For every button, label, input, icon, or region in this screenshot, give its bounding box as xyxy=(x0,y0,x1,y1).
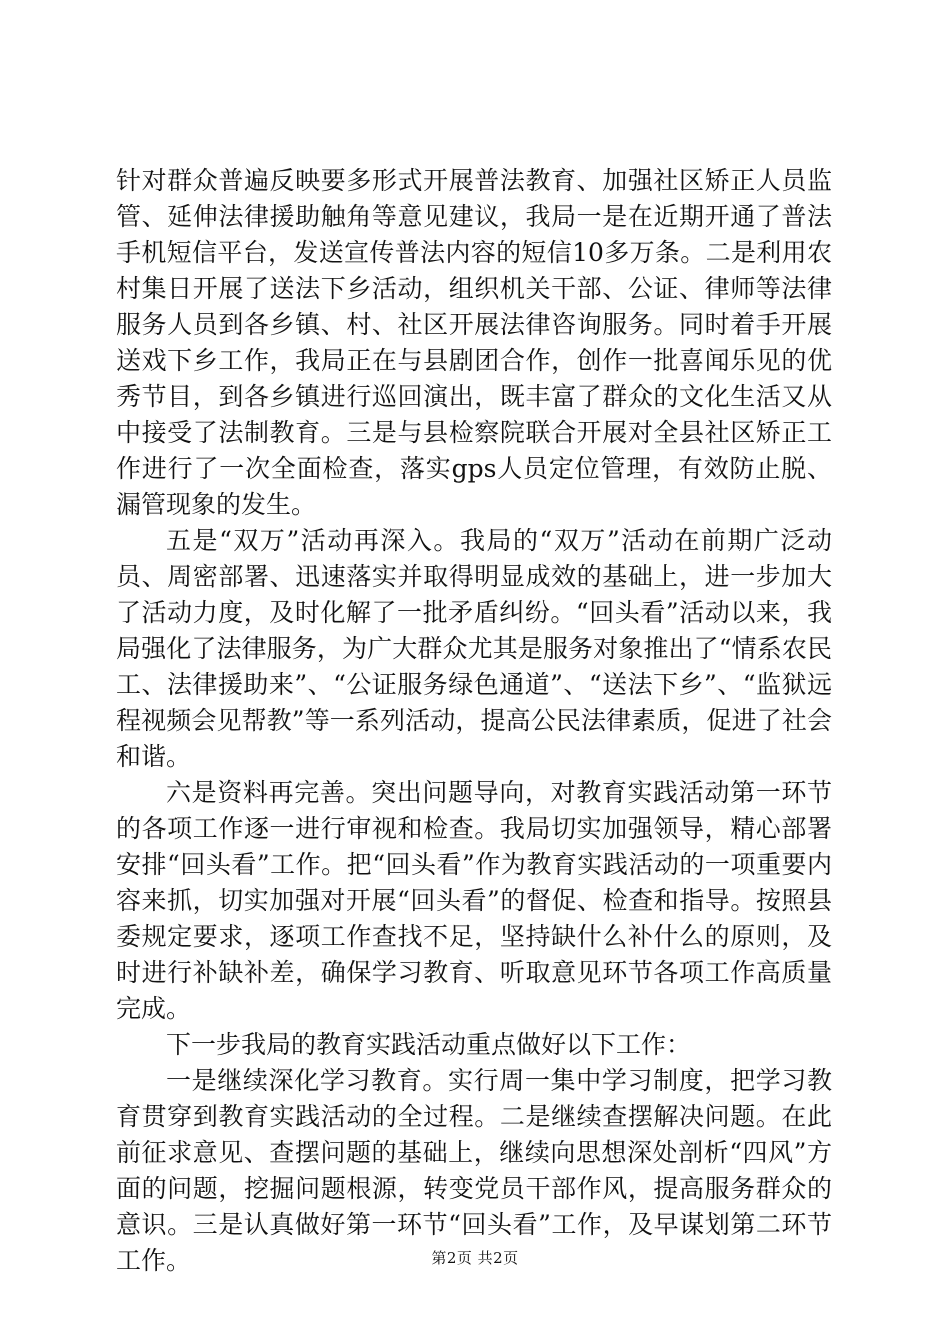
paragraph-next-steps: 一是继续深化学习教育。实行周一集中学习制度，把学习教育贯穿到教育实践活动的全过程。二是继续查摆解决问题。在此前征求意见、查摆问题的基础上，继续向思想深处剖析“四风”方面的问题，挖掘问题根源，转变党员干部作风，提高服务群众的意识。三是认真做好第一环节“回头看”工作，及早谋划第二环节工作。 xyxy=(116,1066,832,1275)
paragraph-next-steps-intro: 下一步我局的教育实践活动重点做好以下工作： xyxy=(166,1030,692,1059)
page-number-footer: 第2页 共2页 xyxy=(431,1249,519,1267)
paragraph-ziliao: 六是资料再完善。突出问题导向，对教育实践活动第一环节的各项工作逐一进行审视和检查。我局切实加强领导，精心部署安排“回头看”工作。把“回头看”作为教育实践活动的一项重要内容来抓，切实加强对开展“回头看”的督促、检查和指导。按照县委规定要求，逐项工作查找不足，坚持缺什么补什么的原则，及时进行补缺补差，确保学习教育、听取意见环节各项工作高质量完成。 xyxy=(116,778,832,1023)
paragraph-continued: 针对群众普遍反映要多形式开展普法教育、加强社区矫正人员监管、延伸法律援助触角等意见建议，我局一是在近期开通了普法手机短信平台，发送宣传普法内容的短信10多万条。二是利用农村集日开展了送法下乡活动，组织机关干部、公证、律师等法律服务人员到各乡镇、村、社区开展法律咨询服务。同时着手开展送戏下乡工作，我局正在与县剧团合作，创作一批喜闻乐见的优秀节目，到各乡镇进行巡回演出，既丰富了群众的文化生活又从中接受了法制教育。三是与县检察院联合开展对全县社区矫正工作进行了一次全面检查，落实gps人员定位管理，有效防止脱、漏管现象的发生。 xyxy=(116,166,832,519)
document-body xyxy=(116,163,832,1279)
paragraph-shuangwan: 五是“双万”活动再深入。我局的“双万”活动在前期广泛动员、周密部署、迅速落实并取得明显成效的基础上，进一步加大了活动力度，及时化解了一批矛盾纠纷。“回头看”活动以来，我局强化了法律服务，为广大群众尤其是服务对象推出了“情系农民工、法律援助来”、“公证服务绿色通道”、“送法下乡”、“监狱远程视频会见帮教”等一系列活动，提高公民法律素质，促进了社会和谐。 xyxy=(116,526,832,771)
